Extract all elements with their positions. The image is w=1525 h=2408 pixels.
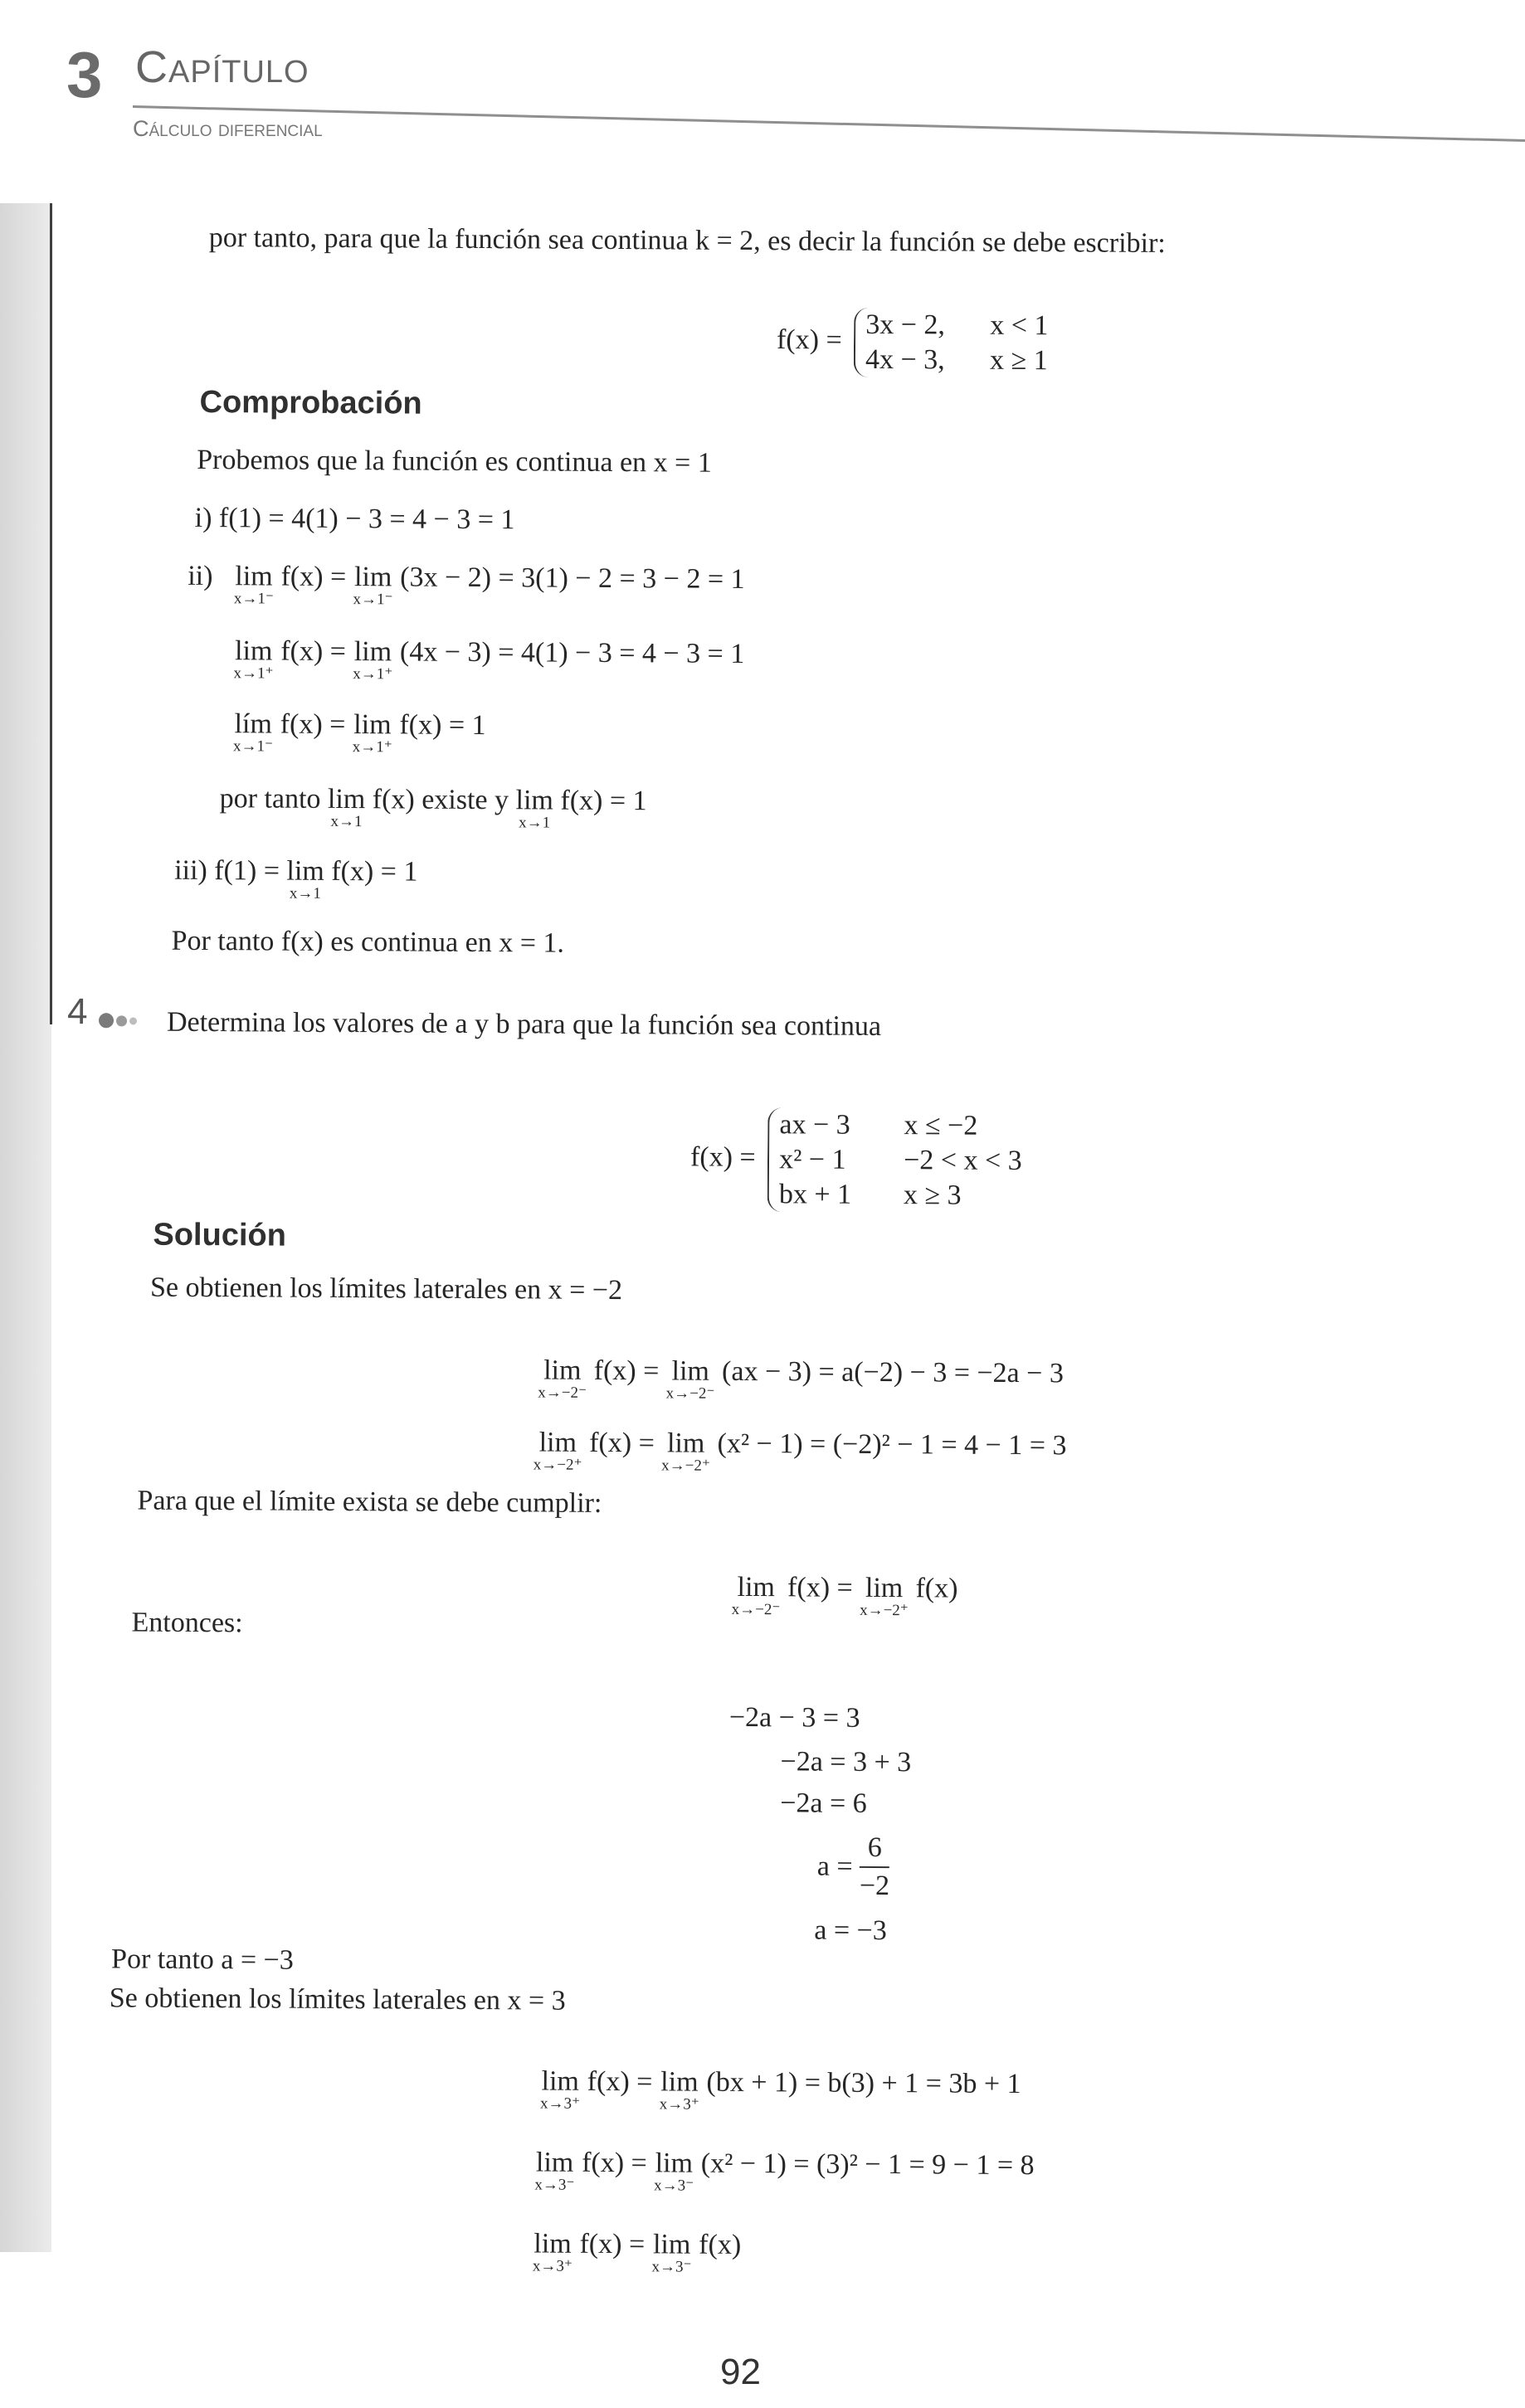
- limit-operator: [353, 709, 392, 755]
- limit-operator: [534, 1427, 582, 1472]
- lim-word: lim: [535, 2147, 574, 2178]
- lim-word: lim: [234, 635, 273, 667]
- lim-rest: f(x) = 1: [560, 785, 647, 817]
- lim-sub: x→1⁺: [233, 664, 274, 683]
- lim-word: lim: [353, 562, 392, 593]
- lim-sub: x→−2⁻: [731, 1600, 781, 1619]
- exercise-number: 4: [66, 990, 88, 1033]
- lim-word: lim: [534, 2228, 572, 2260]
- limit-operator: [540, 2066, 580, 2112]
- f1-case-cond: x < 1: [990, 309, 1049, 342]
- lim-mid: f(x) =: [787, 1572, 853, 1603]
- lim-word: lim: [660, 2066, 699, 2098]
- equation-step: −2a − 3 = 3: [728, 1701, 860, 1734]
- step-iii: [174, 855, 418, 902]
- f2-case-expr: bx + 1: [778, 1179, 852, 1210]
- lim-word: lim: [543, 1355, 582, 1386]
- lim-rest: (ax − 3) = a(−2) − 3 = −2a − 3: [721, 1355, 1065, 1389]
- lim-sub: x→−2⁺: [661, 1457, 710, 1475]
- lim-mid: f(x) =: [280, 708, 346, 741]
- limit-operator: [328, 784, 366, 829]
- f1-case-cond: x ≥ 1: [989, 344, 1048, 377]
- limit-operator: [234, 561, 274, 606]
- frac-lhs: a =: [816, 1851, 853, 1882]
- lim-mid: f(x) =: [582, 2147, 647, 2179]
- step-label: ii): [188, 560, 213, 592]
- lim-sub: x→1⁺: [352, 738, 392, 756]
- lim-word: lim: [666, 1428, 705, 1459]
- lim-word: lim: [235, 561, 273, 592]
- lim-sub: x→1⁺: [353, 665, 393, 683]
- limit-operator: [654, 2148, 694, 2193]
- lim-sub: x→3⁻: [654, 2177, 694, 2195]
- limit-operator: [660, 2066, 699, 2112]
- lim-rest: (3x − 2) = 3(1) − 2 = 3 − 2 = 1: [400, 562, 745, 595]
- step-ii-a: [188, 561, 745, 610]
- lim-word: lim: [538, 1427, 577, 1458]
- lim-sub: x→3⁺: [532, 2257, 572, 2275]
- solucion-heading: Solución: [153, 1217, 287, 1253]
- lim-sub: x→1⁻: [353, 591, 393, 609]
- piecewise-f1: [777, 307, 1049, 378]
- limit-operator: [286, 856, 324, 902]
- f2-case-cond: x ≥ 3: [903, 1180, 962, 1211]
- f1-case-expr: 4x − 3,: [865, 343, 945, 376]
- lim-sub: x→1: [519, 814, 551, 832]
- lim-mid: f(x) =: [280, 561, 347, 593]
- limit-operator: [538, 1355, 587, 1400]
- lim-sub: x→−2⁺: [533, 1456, 582, 1474]
- lim-word: lim: [652, 2229, 691, 2260]
- lim-word: lím: [234, 708, 273, 740]
- lim-mid: f(x) =: [589, 1427, 655, 1459]
- limit-operator: [533, 2228, 572, 2274]
- fraction: [860, 1830, 890, 1905]
- lim-rest: (x² − 1) = (3)² − 1 = 9 − 1 = 8: [700, 2148, 1035, 2182]
- lim-mid: f(x) =: [593, 1355, 660, 1387]
- pt-text: por tanto: [219, 783, 321, 815]
- limit-operator: [661, 1428, 710, 1473]
- lim-rest: f(x): [699, 2229, 742, 2260]
- comprobacion-heading: Comprobación: [199, 384, 422, 421]
- lim-sub: x→−2⁺: [860, 1601, 909, 1620]
- equation-fraction: [817, 1830, 890, 1905]
- lim-sub: x→1⁻: [233, 590, 274, 608]
- chapter-subtitle: Cálculo diferencial: [133, 116, 323, 141]
- continuity-conclusion: Por tanto f(x) es continua en x = 1.: [171, 925, 565, 959]
- lim-rest: f(x): [915, 1573, 958, 1604]
- page-number: 92: [720, 2352, 761, 2392]
- f2-case-cond: x ≤ −2: [904, 1110, 978, 1141]
- exercise-marker: [67, 991, 140, 1034]
- lim-sub: x→1⁻: [232, 737, 274, 756]
- exercise-dots-icon: [99, 1013, 139, 1029]
- lim-mid: f(x) =: [587, 2065, 653, 2098]
- lim-rest: f(x) = 1: [331, 855, 418, 888]
- frac-num: 6: [860, 1830, 889, 1868]
- lim-word: lim: [286, 855, 324, 887]
- step-ii-b: [234, 635, 745, 684]
- lim-rest: (4x − 3) = 4(1) − 3 = 4 − 3 = 1: [399, 636, 745, 669]
- lim-rest: (bx + 1) = b(3) + 1 = 3b + 1: [706, 2066, 1021, 2100]
- lim-word: lim: [737, 1571, 776, 1603]
- lim-line-5: [533, 2228, 742, 2275]
- comprobacion-intro: Probemos que la función es continua en x = 1: [197, 444, 712, 479]
- f2-case-expr: ax − 3: [779, 1109, 850, 1141]
- limit-operator: [666, 1355, 715, 1401]
- limit-operator: [234, 635, 274, 681]
- lim-sub: x→3⁻: [534, 2176, 575, 2194]
- limit-operator: [651, 2229, 691, 2274]
- f2-case-cond: −2 < x < 3: [904, 1145, 1022, 1177]
- lim-rest: f(x) = 1: [399, 709, 486, 742]
- limit-condition-text: Para que el límite exista se debe cumplir:: [137, 1485, 602, 1519]
- por-tanto-a: Por tanto a = −3: [110, 1943, 294, 1976]
- lim-word: lim: [865, 1572, 904, 1604]
- lim-mid: f(x) existe y: [372, 784, 509, 816]
- equation-result: a = −3: [814, 1914, 887, 1947]
- step-label: iii) f(1) =: [174, 854, 280, 887]
- equation-step: −2a = 6: [780, 1788, 867, 1819]
- piecewise-f2: [690, 1107, 1022, 1214]
- f2-cases: [767, 1107, 1022, 1214]
- lim-line-1: [538, 1355, 1064, 1403]
- lim-word: lim: [353, 709, 392, 741]
- limit-operator: [233, 708, 273, 754]
- f2-case-expr: x² − 1: [779, 1144, 846, 1175]
- limit-operator: [534, 2147, 574, 2192]
- lim-word: lim: [515, 785, 554, 816]
- lim-word: lim: [353, 636, 392, 668]
- lim-line-4: [534, 2147, 1034, 2196]
- chapter-number: 3: [66, 38, 103, 111]
- lim-sub: x→−2⁻: [538, 1384, 587, 1402]
- lim-sub: x→1: [330, 812, 363, 831]
- f1-cases: [854, 308, 1049, 378]
- lim-sub: x→3⁻: [651, 2258, 692, 2276]
- chapter-title: Capítulo: [135, 42, 309, 92]
- lim-mid: f(x) =: [579, 2228, 646, 2260]
- por-tanto-limit: [219, 783, 646, 831]
- limit-operator: [515, 785, 553, 830]
- step-ii-c: [233, 708, 486, 756]
- entonces-label: Entonces:: [131, 1607, 243, 1639]
- solucion-intro-1: Se obtienen los límites laterales en x = −2: [149, 1272, 623, 1306]
- frac-den: −2: [859, 1870, 890, 1902]
- limit-operator: [353, 636, 392, 682]
- lim-mid: f(x) =: [280, 635, 347, 668]
- lim-sub: x→−2⁻: [665, 1384, 715, 1403]
- lim-line-3: [540, 2066, 1021, 2115]
- f1-lhs: f(x) =: [776, 323, 842, 356]
- equation-step: −2a = 3 + 3: [780, 1746, 912, 1778]
- lim-word: lim: [671, 1355, 710, 1387]
- lim-word: lim: [541, 2065, 580, 2097]
- lim-line-2: [534, 1427, 1067, 1476]
- lim-sub: x→3⁺: [539, 2094, 581, 2113]
- limit-equality: [732, 1572, 958, 1619]
- step-i: i) f(1) = 4(1) − 3 = 4 − 3 = 1: [194, 502, 515, 536]
- limit-operator: [732, 1572, 781, 1617]
- intro-paragraph: por tanto, para que la función sea continua k = 2, es decir la función se debe escribir:: [208, 222, 1166, 260]
- solucion-intro-2: Se obtienen los límites laterales en x = 3: [109, 1982, 566, 2016]
- f1-case-expr: 3x − 2,: [865, 309, 946, 341]
- lim-rest: (x² − 1) = (−2)² − 1 = 4 − 1 = 3: [717, 1428, 1067, 1462]
- lim-word: lim: [327, 783, 366, 815]
- limit-operator: [353, 562, 392, 607]
- f2-lhs: f(x) =: [689, 1141, 756, 1173]
- lim-word: lim: [655, 2148, 694, 2179]
- lim-sub: x→3⁺: [659, 2095, 699, 2114]
- lim-sub: x→1: [289, 884, 322, 902]
- exercise-statement: Determina los valores de a y b para que la función sea continua: [166, 1006, 882, 1042]
- limit-operator: [860, 1573, 909, 1618]
